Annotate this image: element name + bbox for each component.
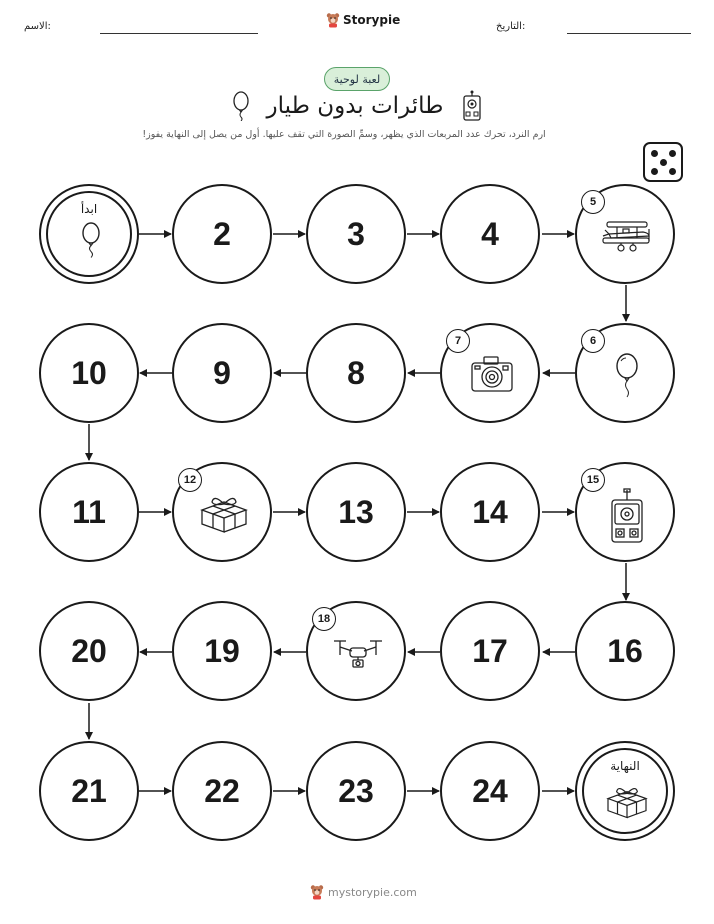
board-cell-21[interactable]: 21 bbox=[39, 741, 139, 841]
name-label: الاسم: bbox=[24, 21, 51, 32]
brand-name: Storypie bbox=[343, 13, 401, 27]
board-cell-14[interactable]: 14 bbox=[440, 462, 540, 562]
bear-icon bbox=[310, 884, 324, 900]
biplane-icon bbox=[599, 214, 655, 258]
footer bbox=[310, 884, 417, 900]
board-cell-20[interactable]: 20 bbox=[39, 601, 139, 701]
board-cell-2[interactable]: 2 bbox=[172, 184, 272, 284]
end-label: النهاية bbox=[610, 759, 640, 773]
board-cell-5[interactable]: 5 bbox=[575, 184, 675, 284]
balloon-icon bbox=[613, 353, 641, 403]
board-cell-8[interactable]: 8 bbox=[306, 323, 406, 423]
board-cell-6[interactable]: 6 bbox=[575, 323, 675, 423]
board-cell-11[interactable]: 11 bbox=[39, 462, 139, 562]
board-cell-15[interactable]: 15 bbox=[575, 462, 675, 562]
board-cell-4[interactable]: 4 bbox=[440, 184, 540, 284]
board-cell-18[interactable]: 18 bbox=[306, 601, 406, 701]
board-cell-7[interactable]: 7 bbox=[440, 323, 540, 423]
start-label: ابدأ bbox=[80, 202, 98, 216]
balloon-icon bbox=[79, 222, 103, 258]
category-badge: لعبة لوحية bbox=[324, 67, 390, 91]
board-cell-3[interactable]: 3 bbox=[306, 184, 406, 284]
board-cell-22[interactable]: 22 bbox=[172, 741, 272, 841]
board-cell-10[interactable]: 10 bbox=[39, 323, 139, 423]
board-cell-23[interactable]: 23 bbox=[306, 741, 406, 841]
drone-icon bbox=[332, 637, 384, 671]
gift-icon bbox=[603, 783, 651, 821]
instructions-text: ارم النرد، تحرك عدد المربعات الذي يظهر، وسمِّ الصورة التي تقف عليها. أول من يصل إلى النهاية يفوز! bbox=[142, 129, 546, 140]
camera-icon bbox=[470, 353, 514, 397]
robot-icon bbox=[609, 488, 645, 546]
board-cell-17[interactable]: 17 bbox=[440, 601, 540, 701]
board-cell-12[interactable]: 12 bbox=[172, 462, 272, 562]
board-cell-19[interactable]: 19 bbox=[172, 601, 272, 701]
start-cell[interactable] bbox=[39, 184, 139, 284]
board-cell-9[interactable]: 9 bbox=[172, 323, 272, 423]
gift-icon bbox=[198, 492, 250, 536]
end-cell[interactable] bbox=[575, 741, 675, 841]
board-cell-24[interactable]: 24 bbox=[440, 741, 540, 841]
date-label: التاريخ: bbox=[496, 21, 526, 32]
page-title: طائرات بدون طيار bbox=[266, 93, 444, 119]
board-cell-13[interactable]: 13 bbox=[306, 462, 406, 562]
board-cell-16[interactable]: 16 bbox=[575, 601, 675, 701]
footer-site[interactable]: mystorypie.com bbox=[328, 885, 417, 899]
